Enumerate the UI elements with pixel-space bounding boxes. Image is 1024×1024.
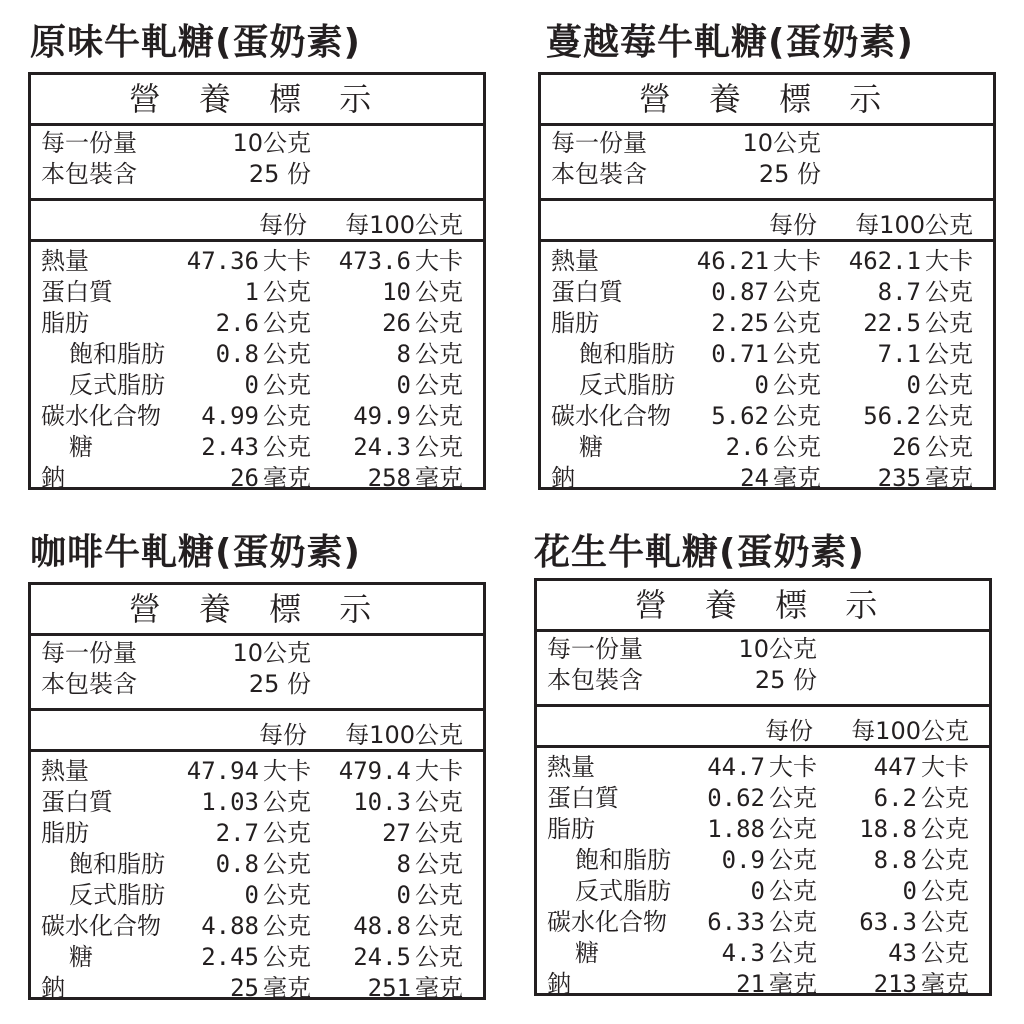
per-serving-unit: 公克 — [769, 815, 817, 843]
per-serving-unit: 公克 — [773, 402, 821, 430]
per-serving-value: 0.8 — [215, 340, 259, 368]
per-100g-unit: 毫克 — [921, 970, 969, 998]
per-serving-unit: 公克 — [263, 402, 311, 430]
per-100g-value: 8.8 — [873, 846, 917, 874]
per-serving-value: 5.62 — [711, 402, 769, 430]
per-serving-unit: 公克 — [263, 371, 311, 399]
nutrient-row — [31, 942, 483, 973]
per-serving-value: 0 — [244, 881, 259, 909]
per-serving-unit: 公克 — [769, 877, 817, 905]
nutrient-row — [537, 876, 989, 907]
per-serving-unit: 公克 — [263, 943, 311, 971]
per-serving-unit: 公克 — [773, 340, 821, 368]
nutrient-row — [31, 246, 483, 277]
per-serving-value: 25 — [230, 974, 259, 1002]
nutrient-label: 糖 — [579, 433, 603, 461]
per-100g-unit: 公克 — [415, 309, 463, 337]
per-100g-value: 258 — [367, 464, 411, 492]
per-serving-unit: 公克 — [769, 908, 817, 936]
servings-per-pack-label: 本包裝含 — [551, 160, 647, 188]
per-serving-unit: 公克 — [263, 309, 311, 337]
column-header — [537, 707, 989, 748]
column-header — [31, 711, 483, 752]
per-100g-value: 22.5 — [863, 309, 921, 337]
per-100g-unit: 毫克 — [925, 464, 973, 492]
per-100g-unit: 公克 — [921, 939, 969, 967]
per-100g-value: 26 — [382, 309, 411, 337]
per-100g-unit: 公克 — [921, 908, 969, 936]
nutrient-label: 碳水化合物 — [41, 912, 161, 940]
servings-per-pack-label: 本包裝含 — [41, 160, 137, 188]
nutrient-row — [31, 432, 483, 463]
servings-per-pack-value: 25 份 — [758, 160, 821, 188]
per-100g-value: 10.3 — [353, 788, 411, 816]
nutrient-row — [31, 370, 483, 401]
nutrient-label: 糖 — [575, 939, 599, 967]
nutrition-panel-original — [28, 72, 486, 490]
nutrient-row — [541, 370, 993, 401]
per-100g-value: 24.3 — [353, 433, 411, 461]
per-100g-unit: 公克 — [921, 846, 969, 874]
per-100g-unit: 公克 — [415, 850, 463, 878]
nutrient-row — [31, 973, 483, 1004]
per-serving-value: 0.62 — [707, 784, 765, 812]
product-title-cranberry: 蔓越莓牛軋糖(蛋奶素) — [546, 22, 914, 63]
serving-size-label: 每一份量 — [547, 635, 643, 663]
per-serving-value: 0.8 — [215, 850, 259, 878]
per-100g-value: 43 — [888, 939, 917, 967]
nutrient-row — [31, 818, 483, 849]
serving-size-value: 10公克 — [232, 639, 311, 667]
per-serving-unit: 毫克 — [263, 974, 311, 1002]
per-100g-value: 26 — [892, 433, 921, 461]
nutrient-row — [537, 814, 989, 845]
per-100g-unit: 公克 — [921, 784, 969, 812]
nutrient-list — [541, 242, 993, 494]
nutrient-label: 碳水化合物 — [41, 402, 161, 430]
per-100g-unit: 公克 — [415, 371, 463, 399]
per-serving-unit: 大卡 — [769, 753, 817, 781]
per-serving-value: 4.3 — [721, 939, 765, 967]
per-100g-value: 251 — [367, 974, 411, 1002]
servings-per-pack-value: 25 份 — [248, 160, 311, 188]
per-100g-unit: 公克 — [925, 402, 973, 430]
per-serving-value: 21 — [736, 970, 765, 998]
per-serving-unit: 公克 — [263, 850, 311, 878]
nutrient-row — [31, 339, 483, 370]
serving-size-value: 10公克 — [738, 635, 817, 663]
nutrient-label: 飽和脂肪 — [69, 340, 165, 368]
per-serving-value: 2.6 — [725, 433, 769, 461]
per-100g-unit: 公克 — [415, 402, 463, 430]
per-serving-value: 1 — [244, 278, 259, 306]
per-serving-value: 0 — [244, 371, 259, 399]
nutrient-label: 反式脂肪 — [69, 881, 165, 909]
per-100g-header: 每100公克 — [345, 721, 463, 749]
per-serving-value: 2.45 — [201, 943, 259, 971]
nutrient-row — [541, 277, 993, 308]
per-100g-unit: 毫克 — [415, 974, 463, 1002]
per-100g-value: 462.1 — [848, 247, 921, 275]
per-serving-value: 6.33 — [707, 908, 765, 936]
nutrient-row — [31, 787, 483, 818]
per-100g-value: 27 — [382, 819, 411, 847]
per-100g-header: 每100公克 — [345, 211, 463, 239]
per-100g-value: 0 — [902, 877, 917, 905]
product-title-coffee: 咖啡牛軋糖(蛋奶素) — [30, 532, 361, 573]
nutrient-row — [537, 969, 989, 1000]
serving-size-value: 10公克 — [232, 129, 311, 157]
nutrient-label: 蛋白質 — [41, 278, 113, 306]
per-serving-unit: 大卡 — [263, 757, 311, 785]
per-100g-unit: 公克 — [925, 309, 973, 337]
nutrient-label: 反式脂肪 — [579, 371, 675, 399]
column-header — [31, 201, 483, 242]
per-100g-value: 48.8 — [353, 912, 411, 940]
per-100g-unit: 公克 — [925, 371, 973, 399]
column-header — [541, 201, 993, 242]
nutrient-row — [541, 432, 993, 463]
per-100g-unit: 公克 — [415, 819, 463, 847]
per-serving-unit: 大卡 — [773, 247, 821, 275]
per-serving-unit: 公克 — [769, 939, 817, 967]
per-serving-unit: 毫克 — [263, 464, 311, 492]
per-serving-unit: 公克 — [263, 278, 311, 306]
per-100g-unit: 公克 — [921, 815, 969, 843]
per-100g-value: 0 — [396, 881, 411, 909]
nutrient-row — [31, 756, 483, 787]
nutrient-row — [31, 277, 483, 308]
per-serving-unit: 毫克 — [769, 970, 817, 998]
nutrient-label: 糖 — [69, 433, 93, 461]
per-100g-value: 0 — [396, 371, 411, 399]
serving-info — [31, 636, 483, 711]
per-100g-value: 479.4 — [338, 757, 411, 785]
per-serving-value: 0 — [750, 877, 765, 905]
servings-per-pack-label: 本包裝含 — [547, 666, 643, 694]
per-serving-value: 46.21 — [696, 247, 769, 275]
per-serving-value: 0.71 — [711, 340, 769, 368]
nutrient-row — [537, 752, 989, 783]
per-serving-unit: 公克 — [773, 433, 821, 461]
per-serving-unit: 毫克 — [773, 464, 821, 492]
per-serving-unit: 公克 — [769, 846, 817, 874]
nutrient-list — [31, 242, 483, 494]
per-100g-unit: 大卡 — [921, 753, 969, 781]
nutrient-row — [537, 938, 989, 969]
nutrient-row — [541, 308, 993, 339]
per-100g-header: 每100公克 — [855, 211, 973, 239]
per-100g-unit: 公克 — [415, 943, 463, 971]
per-100g-unit: 公克 — [415, 912, 463, 940]
panel-heading: 營 養 標 示 — [31, 75, 483, 126]
nutrient-label: 熱量 — [547, 753, 595, 781]
nutrient-label: 脂肪 — [551, 309, 599, 337]
nutrient-label: 蛋白質 — [551, 278, 623, 306]
per-100g-value: 24.5 — [353, 943, 411, 971]
per-serving-value: 1.88 — [707, 815, 765, 843]
nutrient-label: 脂肪 — [547, 815, 595, 843]
nutrient-label: 鈉 — [41, 974, 65, 1002]
nutrient-list — [537, 748, 989, 1000]
per-serving-value: 24 — [740, 464, 769, 492]
per-100g-value: 63.3 — [859, 908, 917, 936]
per-100g-value: 213 — [873, 970, 917, 998]
nutrition-panel-coffee — [28, 582, 486, 1000]
per-100g-value: 7.1 — [877, 340, 921, 368]
panel-heading: 營 養 標 示 — [541, 75, 993, 126]
servings-per-pack-value: 25 份 — [754, 666, 817, 694]
nutrient-label: 飽和脂肪 — [575, 846, 671, 874]
per-serving-unit: 公克 — [263, 340, 311, 368]
nutrient-row — [537, 907, 989, 938]
per-100g-unit: 公克 — [925, 433, 973, 461]
servings-per-pack-value: 25 份 — [248, 670, 311, 698]
per-100g-unit: 公克 — [415, 788, 463, 816]
per-serving-value: 2.43 — [201, 433, 259, 461]
per-serving-value: 0.9 — [721, 846, 765, 874]
serving-size-label: 每一份量 — [41, 129, 137, 157]
per-serving-value: 0 — [754, 371, 769, 399]
serving-size-label: 每一份量 — [41, 639, 137, 667]
nutrient-row — [537, 845, 989, 876]
nutrient-label: 鈉 — [547, 970, 571, 998]
per-100g-unit: 公克 — [415, 278, 463, 306]
per-serving-header: 每份 — [765, 717, 813, 745]
per-100g-value: 56.2 — [863, 402, 921, 430]
nutrient-row — [31, 308, 483, 339]
nutrition-panel-cranberry — [538, 72, 996, 490]
nutrient-row — [31, 401, 483, 432]
nutrition-panel-peanut — [534, 578, 992, 996]
servings-per-pack-label: 本包裝含 — [41, 670, 137, 698]
nutrient-label: 熱量 — [551, 247, 599, 275]
nutrient-label: 碳水化合物 — [551, 402, 671, 430]
per-serving-value: 2.7 — [215, 819, 259, 847]
nutrient-label: 鈉 — [41, 464, 65, 492]
per-100g-unit: 大卡 — [925, 247, 973, 275]
per-100g-value: 0 — [906, 371, 921, 399]
per-100g-unit: 毫克 — [415, 464, 463, 492]
panel-heading: 營 養 標 示 — [537, 581, 989, 632]
nutrient-row — [541, 463, 993, 494]
serving-info — [31, 126, 483, 201]
nutrient-label: 鈉 — [551, 464, 575, 492]
nutrient-row — [31, 880, 483, 911]
nutrient-row — [541, 246, 993, 277]
per-100g-value: 49.9 — [353, 402, 411, 430]
per-100g-value: 8 — [396, 340, 411, 368]
per-serving-value: 47.36 — [186, 247, 259, 275]
serving-info — [537, 632, 989, 707]
serving-size-value: 10公克 — [742, 129, 821, 157]
per-100g-value: 447 — [873, 753, 917, 781]
per-serving-unit: 公克 — [263, 433, 311, 461]
per-serving-value: 26 — [230, 464, 259, 492]
nutrient-row — [31, 463, 483, 494]
per-serving-unit: 公克 — [263, 912, 311, 940]
nutrient-label: 熱量 — [41, 247, 89, 275]
per-serving-value: 4.99 — [201, 402, 259, 430]
per-100g-value: 473.6 — [338, 247, 411, 275]
nutrient-label: 飽和脂肪 — [579, 340, 675, 368]
per-serving-header: 每份 — [259, 211, 307, 239]
per-100g-value: 10 — [382, 278, 411, 306]
nutrient-label: 飽和脂肪 — [69, 850, 165, 878]
per-serving-unit: 公克 — [773, 371, 821, 399]
per-100g-value: 6.2 — [873, 784, 917, 812]
product-title-original: 原味牛軋糖(蛋奶素) — [30, 22, 361, 63]
per-100g-unit: 公克 — [921, 877, 969, 905]
nutrient-label: 脂肪 — [41, 819, 89, 847]
per-serving-unit: 公克 — [769, 784, 817, 812]
nutrient-row — [541, 339, 993, 370]
per-serving-unit: 公克 — [263, 819, 311, 847]
per-100g-unit: 公克 — [415, 433, 463, 461]
per-serving-unit: 大卡 — [263, 247, 311, 275]
nutrient-label: 熱量 — [41, 757, 89, 785]
per-100g-value: 235 — [877, 464, 921, 492]
nutrient-row — [31, 911, 483, 942]
per-serving-unit: 公克 — [263, 788, 311, 816]
per-serving-header: 每份 — [259, 721, 307, 749]
per-100g-unit: 公克 — [415, 881, 463, 909]
nutrient-row — [541, 401, 993, 432]
nutrient-label: 脂肪 — [41, 309, 89, 337]
per-serving-value: 47.94 — [186, 757, 259, 785]
per-serving-value: 1.03 — [201, 788, 259, 816]
per-100g-value: 8 — [396, 850, 411, 878]
nutrient-label: 蛋白質 — [547, 784, 619, 812]
nutrient-label: 糖 — [69, 943, 93, 971]
nutrient-label: 反式脂肪 — [575, 877, 671, 905]
per-100g-header: 每100公克 — [851, 717, 969, 745]
per-100g-unit: 大卡 — [415, 247, 463, 275]
panel-heading: 營 養 標 示 — [31, 585, 483, 636]
serving-size-label: 每一份量 — [551, 129, 647, 157]
nutrient-label: 蛋白質 — [41, 788, 113, 816]
serving-info — [541, 126, 993, 201]
per-serving-value: 2.25 — [711, 309, 769, 337]
nutrient-row — [31, 849, 483, 880]
per-100g-value: 8.7 — [877, 278, 921, 306]
per-serving-unit: 公克 — [773, 309, 821, 337]
per-serving-header: 每份 — [769, 211, 817, 239]
per-100g-unit: 公克 — [415, 340, 463, 368]
per-100g-unit: 公克 — [925, 278, 973, 306]
per-serving-unit: 公克 — [263, 881, 311, 909]
nutrient-label: 碳水化合物 — [547, 908, 667, 936]
per-serving-value: 4.88 — [201, 912, 259, 940]
product-title-peanut: 花生牛軋糖(蛋奶素) — [534, 532, 865, 573]
per-100g-value: 18.8 — [859, 815, 917, 843]
per-100g-unit: 公克 — [925, 340, 973, 368]
nutrient-list — [31, 752, 483, 1004]
nutrient-row — [537, 783, 989, 814]
per-serving-value: 0.87 — [711, 278, 769, 306]
per-serving-value: 44.7 — [707, 753, 765, 781]
per-100g-unit: 大卡 — [415, 757, 463, 785]
nutrient-label: 反式脂肪 — [69, 371, 165, 399]
per-serving-value: 2.6 — [215, 309, 259, 337]
per-serving-unit: 公克 — [773, 278, 821, 306]
